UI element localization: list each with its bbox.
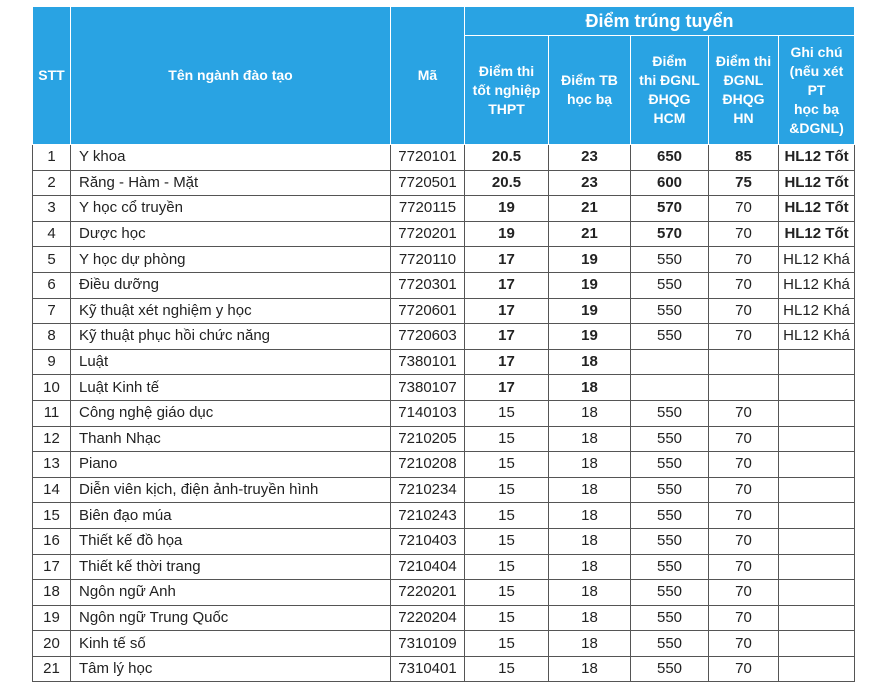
cell-stt: 11 bbox=[33, 400, 71, 426]
cell-hocba: 18 bbox=[549, 554, 631, 580]
cell-dgnl-hcm: 550 bbox=[631, 477, 709, 503]
cell-dgnl-hn bbox=[709, 375, 779, 401]
cell-thpt: 15 bbox=[465, 452, 549, 478]
cell-dgnl-hcm: 650 bbox=[631, 145, 709, 171]
cell-stt: 2 bbox=[33, 170, 71, 196]
cell-hocba: 18 bbox=[549, 528, 631, 554]
cell-thpt: 17 bbox=[465, 375, 549, 401]
cell-code: 7210403 bbox=[391, 528, 465, 554]
cell-dgnl-hcm: 550 bbox=[631, 400, 709, 426]
cell-code: 7310109 bbox=[391, 631, 465, 657]
cell-thpt: 17 bbox=[465, 272, 549, 298]
cell-hocba: 18 bbox=[549, 503, 631, 529]
cell-dgnl-hcm bbox=[631, 349, 709, 375]
cell-stt: 15 bbox=[33, 503, 71, 529]
cell-program-name: Y học cổ truyền bbox=[71, 196, 391, 222]
table-row bbox=[33, 145, 855, 171]
table-row bbox=[33, 400, 855, 426]
cell-program-name: Piano bbox=[71, 452, 391, 478]
cell-stt: 1 bbox=[33, 145, 71, 171]
admission-score-table-container bbox=[32, 6, 854, 682]
cell-stt: 21 bbox=[33, 656, 71, 682]
cell-dgnl-hn bbox=[709, 349, 779, 375]
cell-code: 7140103 bbox=[391, 400, 465, 426]
cell-program-name: Luật Kinh tế bbox=[71, 375, 391, 401]
cell-code: 7310401 bbox=[391, 656, 465, 682]
cell-note bbox=[779, 605, 855, 631]
cell-hocba: 19 bbox=[549, 298, 631, 324]
cell-thpt: 20.5 bbox=[465, 145, 549, 171]
cell-thpt: 19 bbox=[465, 196, 549, 222]
cell-code: 7720601 bbox=[391, 298, 465, 324]
cell-stt: 5 bbox=[33, 247, 71, 273]
cell-stt: 18 bbox=[33, 580, 71, 606]
cell-dgnl-hn: 70 bbox=[709, 503, 779, 529]
cell-hocba: 19 bbox=[549, 272, 631, 298]
cell-note: HL12 Tốt bbox=[779, 221, 855, 247]
cell-stt: 14 bbox=[33, 477, 71, 503]
cell-program-name: Dược học bbox=[71, 221, 391, 247]
cell-thpt: 15 bbox=[465, 528, 549, 554]
cell-program-name: Y khoa bbox=[71, 145, 391, 171]
cell-note bbox=[779, 656, 855, 682]
table-row bbox=[33, 452, 855, 478]
cell-program-name: Kỹ thuật xét nghiệm y học bbox=[71, 298, 391, 324]
cell-dgnl-hn: 70 bbox=[709, 631, 779, 657]
cell-stt: 9 bbox=[33, 349, 71, 375]
cell-hocba: 19 bbox=[549, 324, 631, 350]
cell-note bbox=[779, 400, 855, 426]
cell-program-name: Biên đạo múa bbox=[71, 503, 391, 529]
cell-dgnl-hcm: 550 bbox=[631, 528, 709, 554]
cell-hocba: 18 bbox=[549, 375, 631, 401]
cell-code: 7720201 bbox=[391, 221, 465, 247]
cell-hocba: 18 bbox=[549, 477, 631, 503]
cell-thpt: 19 bbox=[465, 221, 549, 247]
cell-hocba: 21 bbox=[549, 196, 631, 222]
table-row bbox=[33, 349, 855, 375]
table-row bbox=[33, 247, 855, 273]
cell-note bbox=[779, 349, 855, 375]
cell-note: HL12 Khá bbox=[779, 247, 855, 273]
table-row bbox=[33, 528, 855, 554]
cell-code: 7720101 bbox=[391, 145, 465, 171]
table-row bbox=[33, 375, 855, 401]
cell-hocba: 23 bbox=[549, 145, 631, 171]
cell-program-name: Kỹ thuật phục hồi chức năng bbox=[71, 324, 391, 350]
header-stt: STT bbox=[33, 7, 71, 145]
cell-dgnl-hn: 70 bbox=[709, 298, 779, 324]
cell-dgnl-hcm: 550 bbox=[631, 272, 709, 298]
cell-program-name: Công nghệ giáo dục bbox=[71, 400, 391, 426]
cell-program-name: Thiết kế thời trang bbox=[71, 554, 391, 580]
header-dgnl-hcm: Điểm thi ĐGNL ĐHQG HCM bbox=[631, 36, 709, 145]
cell-hocba: 19 bbox=[549, 247, 631, 273]
cell-dgnl-hn: 70 bbox=[709, 528, 779, 554]
cell-code: 7210404 bbox=[391, 554, 465, 580]
table-row bbox=[33, 554, 855, 580]
cell-note: HL12 Tốt bbox=[779, 196, 855, 222]
cell-program-name: Y học dự phòng bbox=[71, 247, 391, 273]
cell-dgnl-hcm: 550 bbox=[631, 554, 709, 580]
cell-dgnl-hn: 75 bbox=[709, 170, 779, 196]
cell-note: HL12 Tốt bbox=[779, 170, 855, 196]
cell-note: HL12 Khá bbox=[779, 272, 855, 298]
cell-code: 7720501 bbox=[391, 170, 465, 196]
cell-hocba: 18 bbox=[549, 349, 631, 375]
cell-note bbox=[779, 554, 855, 580]
cell-stt: 3 bbox=[33, 196, 71, 222]
cell-note bbox=[779, 631, 855, 657]
cell-thpt: 15 bbox=[465, 426, 549, 452]
cell-note bbox=[779, 477, 855, 503]
cell-thpt: 17 bbox=[465, 349, 549, 375]
cell-hocba: 23 bbox=[549, 170, 631, 196]
cell-thpt: 15 bbox=[465, 554, 549, 580]
cell-hocba: 21 bbox=[549, 221, 631, 247]
header-score-group: Điểm trúng tuyển bbox=[465, 7, 855, 36]
cell-note bbox=[779, 375, 855, 401]
cell-thpt: 15 bbox=[465, 631, 549, 657]
cell-dgnl-hn: 70 bbox=[709, 452, 779, 478]
cell-program-name: Tâm lý học bbox=[71, 656, 391, 682]
cell-stt: 13 bbox=[33, 452, 71, 478]
cell-dgnl-hn: 70 bbox=[709, 477, 779, 503]
cell-hocba: 18 bbox=[549, 605, 631, 631]
cell-dgnl-hcm: 550 bbox=[631, 631, 709, 657]
cell-code: 7380107 bbox=[391, 375, 465, 401]
table-body bbox=[33, 145, 855, 682]
cell-program-name: Răng - Hàm - Mặt bbox=[71, 170, 391, 196]
cell-code: 7720603 bbox=[391, 324, 465, 350]
cell-thpt: 15 bbox=[465, 656, 549, 682]
cell-stt: 7 bbox=[33, 298, 71, 324]
cell-dgnl-hcm: 570 bbox=[631, 196, 709, 222]
header-program-name: Tên ngành đào tạo bbox=[71, 7, 391, 145]
cell-stt: 6 bbox=[33, 272, 71, 298]
cell-note bbox=[779, 503, 855, 529]
cell-code: 7210208 bbox=[391, 452, 465, 478]
cell-dgnl-hcm: 600 bbox=[631, 170, 709, 196]
cell-note bbox=[779, 580, 855, 606]
cell-dgnl-hcm: 550 bbox=[631, 452, 709, 478]
cell-code: 7220204 bbox=[391, 605, 465, 631]
cell-hocba: 18 bbox=[549, 452, 631, 478]
cell-program-name: Kinh tế số bbox=[71, 631, 391, 657]
header-hocba: Điểm TB học bạ bbox=[549, 36, 631, 145]
header-code: Mã bbox=[391, 7, 465, 145]
cell-code: 7720301 bbox=[391, 272, 465, 298]
table-row bbox=[33, 426, 855, 452]
cell-thpt: 15 bbox=[465, 580, 549, 606]
cell-dgnl-hcm: 550 bbox=[631, 247, 709, 273]
cell-thpt: 17 bbox=[465, 298, 549, 324]
table-row bbox=[33, 605, 855, 631]
cell-thpt: 15 bbox=[465, 605, 549, 631]
table-row bbox=[33, 272, 855, 298]
cell-note: HL12 Tốt bbox=[779, 145, 855, 171]
cell-dgnl-hcm: 550 bbox=[631, 324, 709, 350]
cell-dgnl-hcm: 550 bbox=[631, 298, 709, 324]
cell-dgnl-hcm: 550 bbox=[631, 426, 709, 452]
cell-stt: 12 bbox=[33, 426, 71, 452]
cell-stt: 19 bbox=[33, 605, 71, 631]
cell-program-name: Ngôn ngữ Anh bbox=[71, 580, 391, 606]
cell-code: 7380101 bbox=[391, 349, 465, 375]
cell-dgnl-hn: 70 bbox=[709, 400, 779, 426]
header-note: Ghi chú (nếu xét PT học bạ &DGNL) bbox=[779, 36, 855, 145]
cell-dgnl-hcm bbox=[631, 375, 709, 401]
cell-code: 7210234 bbox=[391, 477, 465, 503]
cell-dgnl-hn: 70 bbox=[709, 324, 779, 350]
cell-stt: 17 bbox=[33, 554, 71, 580]
cell-note bbox=[779, 452, 855, 478]
cell-hocba: 18 bbox=[549, 631, 631, 657]
cell-dgnl-hn: 70 bbox=[709, 426, 779, 452]
cell-note: HL12 Khá bbox=[779, 298, 855, 324]
cell-dgnl-hn: 70 bbox=[709, 247, 779, 273]
table-row bbox=[33, 298, 855, 324]
cell-stt: 8 bbox=[33, 324, 71, 350]
table-row bbox=[33, 580, 855, 606]
table-row bbox=[33, 477, 855, 503]
cell-program-name: Luật bbox=[71, 349, 391, 375]
cell-dgnl-hn: 70 bbox=[709, 580, 779, 606]
table-row bbox=[33, 196, 855, 222]
table-row bbox=[33, 503, 855, 529]
cell-note bbox=[779, 426, 855, 452]
cell-code: 7720110 bbox=[391, 247, 465, 273]
cell-hocba: 18 bbox=[549, 426, 631, 452]
cell-dgnl-hn: 85 bbox=[709, 145, 779, 171]
cell-program-name: Thanh Nhạc bbox=[71, 426, 391, 452]
cell-dgnl-hcm: 550 bbox=[631, 656, 709, 682]
cell-dgnl-hcm: 570 bbox=[631, 221, 709, 247]
cell-note bbox=[779, 528, 855, 554]
cell-code: 7210205 bbox=[391, 426, 465, 452]
table-row bbox=[33, 656, 855, 682]
cell-dgnl-hn: 70 bbox=[709, 656, 779, 682]
table-row bbox=[33, 324, 855, 350]
admission-score-table bbox=[32, 6, 855, 682]
cell-stt: 20 bbox=[33, 631, 71, 657]
cell-thpt: 15 bbox=[465, 400, 549, 426]
cell-stt: 10 bbox=[33, 375, 71, 401]
cell-program-name: Diễn viên kịch, điện ảnh-truyền hình bbox=[71, 477, 391, 503]
cell-note: HL12 Khá bbox=[779, 324, 855, 350]
cell-code: 7210243 bbox=[391, 503, 465, 529]
header-dgnl-hn: Điểm thi ĐGNL ĐHQG HN bbox=[709, 36, 779, 145]
cell-hocba: 18 bbox=[549, 656, 631, 682]
table-row bbox=[33, 221, 855, 247]
cell-code: 7220201 bbox=[391, 580, 465, 606]
cell-thpt: 17 bbox=[465, 324, 549, 350]
table-row bbox=[33, 631, 855, 657]
cell-hocba: 18 bbox=[549, 580, 631, 606]
cell-dgnl-hn: 70 bbox=[709, 272, 779, 298]
cell-dgnl-hcm: 550 bbox=[631, 580, 709, 606]
cell-dgnl-hn: 70 bbox=[709, 221, 779, 247]
cell-program-name: Thiết kế đồ họa bbox=[71, 528, 391, 554]
cell-dgnl-hn: 70 bbox=[709, 605, 779, 631]
cell-thpt: 20.5 bbox=[465, 170, 549, 196]
cell-thpt: 17 bbox=[465, 247, 549, 273]
cell-dgnl-hcm: 550 bbox=[631, 605, 709, 631]
cell-thpt: 15 bbox=[465, 477, 549, 503]
table-row bbox=[33, 170, 855, 196]
cell-dgnl-hn: 70 bbox=[709, 196, 779, 222]
cell-dgnl-hcm: 550 bbox=[631, 503, 709, 529]
cell-code: 7720115 bbox=[391, 196, 465, 222]
cell-thpt: 15 bbox=[465, 503, 549, 529]
header-thpt: Điểm thi tốt nghiệp THPT bbox=[465, 36, 549, 145]
cell-program-name: Điều dưỡng bbox=[71, 272, 391, 298]
cell-hocba: 18 bbox=[549, 400, 631, 426]
cell-stt: 16 bbox=[33, 528, 71, 554]
cell-dgnl-hn: 70 bbox=[709, 554, 779, 580]
cell-program-name: Ngôn ngữ Trung Quốc bbox=[71, 605, 391, 631]
cell-stt: 4 bbox=[33, 221, 71, 247]
